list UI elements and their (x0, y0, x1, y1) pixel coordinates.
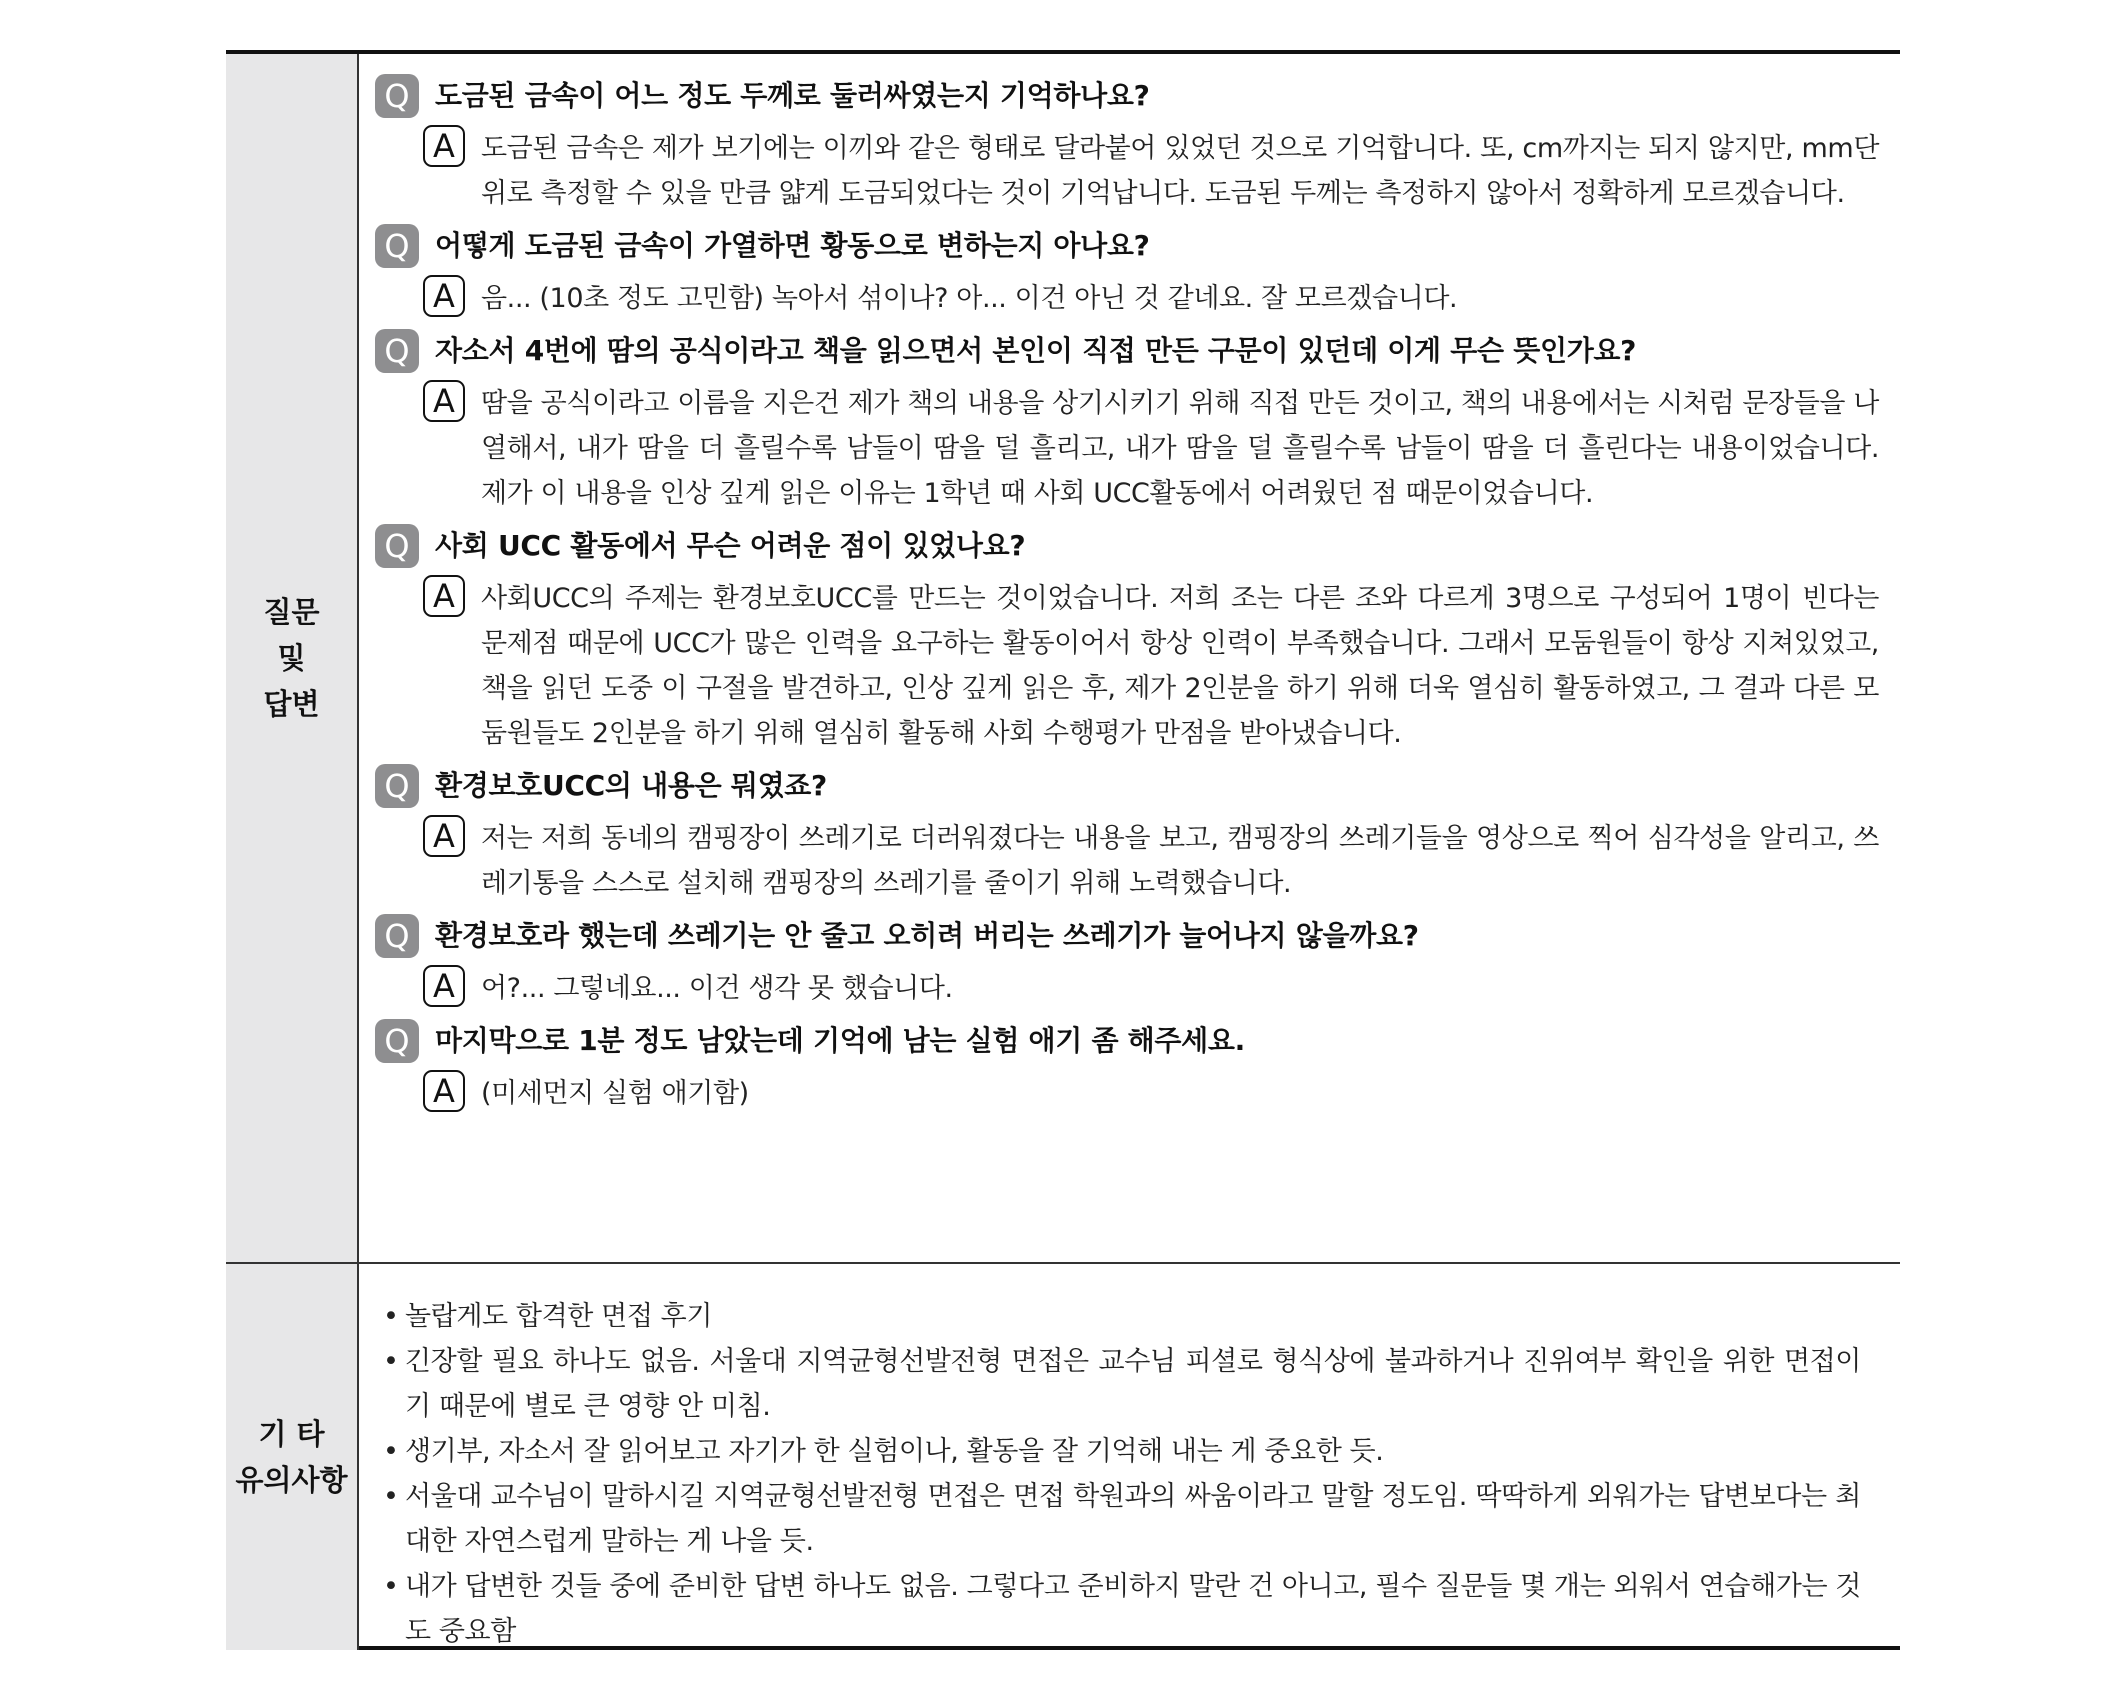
question-row (375, 331, 1884, 373)
question-text: 마지막으로 1분 정도 남았는데 기억에 남는 실험 애기 좀 해주세요. (435, 1024, 1246, 1057)
list-item (375, 1294, 1861, 1339)
answer-badge-icon: A (423, 815, 465, 857)
list-item (375, 1474, 1861, 1564)
qa-section (226, 54, 1900, 1264)
qa-pair (375, 331, 1884, 516)
list-item (375, 1564, 1861, 1654)
question-badge-icon: Q (375, 914, 419, 958)
question-text: 자소서 4번에 땀의 공식이라고 책을 읽으면서 본인이 직접 만든 구문이 있던데 이게 무슨 뜻인가요? (435, 334, 1637, 367)
qa-pair (375, 1021, 1884, 1116)
notes-section (226, 1264, 1900, 1650)
qa-pair (375, 916, 1884, 1011)
answer-badge-icon: A (423, 125, 465, 167)
answer-text: (미세먼지 실험 애기함) (481, 1078, 749, 1109)
list-item (375, 1429, 1861, 1474)
answer-row (423, 126, 1884, 216)
question-badge-icon: Q (375, 329, 419, 373)
qa-pair (375, 76, 1884, 216)
answer-badge-icon: A (423, 1070, 465, 1112)
qa-pair (375, 766, 1884, 906)
question-badge-icon: Q (375, 74, 419, 118)
answer-row (423, 381, 1884, 516)
answer-row (423, 1071, 1884, 1116)
answer-text: 음... (10초 정도 고민함) 녹아서 섞이나? 아... 이건 아닌 것 같네요. 잘 모르겠습니다. (481, 283, 1458, 314)
interview-table (226, 50, 1900, 1650)
qa-pair (375, 526, 1884, 756)
answer-badge-icon: A (423, 275, 465, 317)
qa-section-label: 질문 및 답변 (263, 595, 320, 721)
question-badge-icon: Q (375, 1019, 419, 1063)
question-text: 환경보호UCC의 내용은 뭐였죠? (435, 769, 828, 802)
question-badge-icon: Q (375, 524, 419, 568)
qa-pair (375, 226, 1884, 321)
question-text: 도금된 금속이 어느 정도 두께로 둘러싸였는지 기억하나요? (435, 79, 1150, 112)
question-badge-icon: Q (375, 224, 419, 268)
notes-content (359, 1264, 1900, 1650)
question-row (375, 526, 1884, 568)
question-row (375, 1021, 1884, 1063)
bullet-icon: • (383, 1346, 399, 1377)
answer-row (423, 276, 1884, 321)
answer-row (423, 816, 1884, 906)
question-text: 어떻게 도금된 금속이 가열하면 황동으로 변하는지 아나요? (435, 229, 1150, 262)
bullet-icon: • (383, 1571, 399, 1602)
answer-text: 저는 저희 동네의 캠핑장이 쓰레기로 더러워졌다는 내용을 보고, 캠핑장의 쓰레기들을 영상으로 찍어 심각성을 알리고, 쓰레기통을 스스로 설치해 캠핑장의 쓰레기를 줄이기 위해 노력했습니다. (481, 823, 1879, 899)
answer-badge-icon: A (423, 575, 465, 617)
question-row (375, 766, 1884, 808)
answer-text: 도금된 금속은 제가 보기에는 이끼와 같은 형태로 달라붙어 있었던 것으로 기억합니다. 또, cm까지는 되지 않지만, mm단위로 측정할 수 있을 만큼 얇게 도금되었다는 것이 기억납니다. 도금된 두께는 측정하지 않아서 정확하게 모르겠습니다. (481, 133, 1879, 209)
qa-label-cell (226, 54, 359, 1262)
note-text: 생기부, 자소서 잘 읽어보고 자기가 한 실험이나, 활동을 잘 기억해 내는 게 중요한 듯. (405, 1436, 1384, 1467)
question-row (375, 916, 1884, 958)
question-row (375, 76, 1884, 118)
question-badge-icon: Q (375, 764, 419, 808)
notes-label-cell (226, 1264, 359, 1650)
answer-badge-icon: A (423, 380, 465, 422)
notes-section-label: 기 타 유의사항 (235, 1417, 348, 1497)
answer-text: 땀을 공식이라고 이름을 지은건 제가 책의 내용을 상기시키기 위해 직접 만든 것이고, 책의 내용에서는 시처럼 문장들을 나열해서, 내가 땀을 더 흘릴수록 남들이 땀을 덜 흘리고, 내가 땀을 덜 흘릴수록 남들이 땀을 더 흘린다는 내용이었습니다. 제가 이 내용을 인상 깊게 읽은 이유는 1학년 때 사회 UCC활동에서 어려웠던 점 때문이었습니다. (481, 388, 1879, 509)
answer-text: 어?... 그렇네요... 이건 생각 못 했습니다. (481, 973, 953, 1004)
qa-content (359, 54, 1900, 1262)
note-text: 서울대 교수님이 말하시길 지역균형선발전형 면접은 면접 학원과의 싸움이라고 말할 정도임. 딱딱하게 외워가는 답변보다는 최대한 자연스럽게 말하는 게 나을 듯. (405, 1481, 1861, 1557)
question-text: 환경보호라 했는데 쓰레기는 안 줄고 오히려 버리는 쓰레기가 늘어나지 않을까요? (435, 919, 1419, 952)
notes-list (375, 1280, 1884, 1654)
answer-row (423, 966, 1884, 1011)
answer-text: 사회UCC의 주제는 환경보호UCC를 만드는 것이었습니다. 저희 조는 다른 조와 다르게 3명으로 구성되어 1명이 빈다는 문제점 때문에 UCC가 많은 인력을 요구하는 활동이어서 항상 인력이 부족했습니다. 그래서 모둠원들이 항상 지쳐있었고, 책을 읽던 도중 이 구절을 발견하고, 인상 깊게 읽은 후, 제가 2인분을 하기 위해 더욱 열심히 활동하였고, 그 결과 다른 모둠원들도 2인분을 하기 위해 열심히 활동해 사회 수행평가 만점을 받아냈습니다. (481, 583, 1879, 749)
bullet-icon: • (383, 1301, 399, 1332)
note-text: 놀랍게도 합격한 면접 후기 (405, 1301, 713, 1332)
list-item (375, 1339, 1861, 1429)
note-text: 긴장할 필요 하나도 없음. 서울대 지역균형선발전형 면접은 교수님 피셜로 형식상에 불과하거나 진위여부 확인을 위한 면접이기 때문에 별로 큰 영향 안 미침. (405, 1346, 1861, 1422)
bullet-icon: • (383, 1481, 399, 1512)
question-text: 사회 UCC 활동에서 무슨 어려운 점이 있었나요? (435, 529, 1026, 562)
question-row (375, 226, 1884, 268)
answer-row (423, 576, 1884, 756)
bullet-icon: • (383, 1436, 399, 1467)
answer-badge-icon: A (423, 965, 465, 1007)
note-text: 내가 답변한 것들 중에 준비한 답변 하나도 없음. 그렇다고 준비하지 말란 건 아니고, 필수 질문들 몇 개는 외워서 연습해가는 것도 중요함 (405, 1571, 1861, 1647)
